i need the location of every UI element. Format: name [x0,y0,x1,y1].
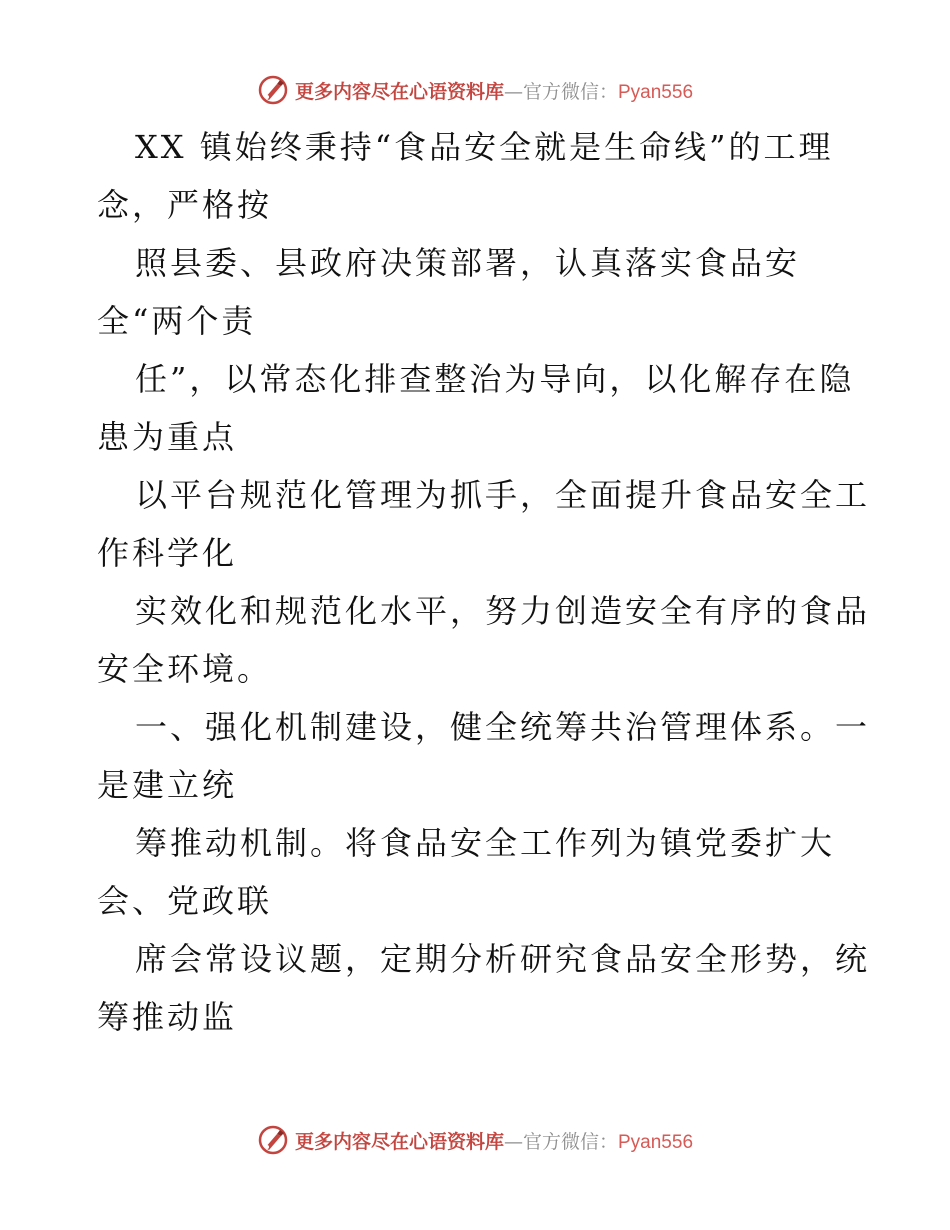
body-line: 是建立统 [97,766,238,804]
wechat-label: 官方微信： [522,80,618,103]
body-line: 席会常设议题，定期分析研究食品安全形势，统 [135,940,871,978]
body-line: 一、强化机制建设，健全统筹共治管理体系。一 [135,708,871,746]
body-line: 任”，以常态化排查整治为导向，以化解存在隐 [135,360,855,398]
body-line: 全“两个责 [97,302,257,340]
wechat-id: Pyan556 [618,81,694,103]
body-line: 筹推动机制。将食品安全工作列为镇党委扩大 [135,824,836,862]
body-line: 作科学化 [97,534,238,572]
wechat-id: Pyan556 [618,1131,694,1153]
body-line: 筹推动监 [97,998,238,1036]
header-banner-content [257,74,693,106]
footer-banner [0,1120,950,1160]
body-line: 照县委、县政府决策部署，认真落实食品安 [135,244,801,282]
body-line: 安全环境。 [97,650,273,688]
body-line: 以平台规范化管理为抓手，全面提升食品安全工 [135,476,871,514]
pen-seal-icon [257,1124,289,1156]
footer-banner-text [295,1127,693,1154]
wechat-label: 官方微信： [522,1130,618,1153]
body-line: 念，严格按 [97,186,273,224]
body-line: XX 镇始终秉持“食品安全就是生命线”的工理 [135,128,834,166]
body-line: 患为重点 [97,418,238,456]
header-banner-text [295,77,693,104]
site-name: 更多内容尽在心语资料库 [294,80,504,103]
document-body [97,118,871,1046]
body-line: 会、党政联 [97,882,273,920]
body-line: 实效化和规范化水平，努力创造安全有序的食品 [135,592,871,630]
banner-separator: — [503,1130,523,1153]
site-name: 更多内容尽在心语资料库 [294,1130,504,1153]
header-banner [0,70,950,110]
banner-separator: — [503,80,523,103]
footer-banner-content [257,1124,693,1156]
pen-seal-icon [257,74,289,106]
